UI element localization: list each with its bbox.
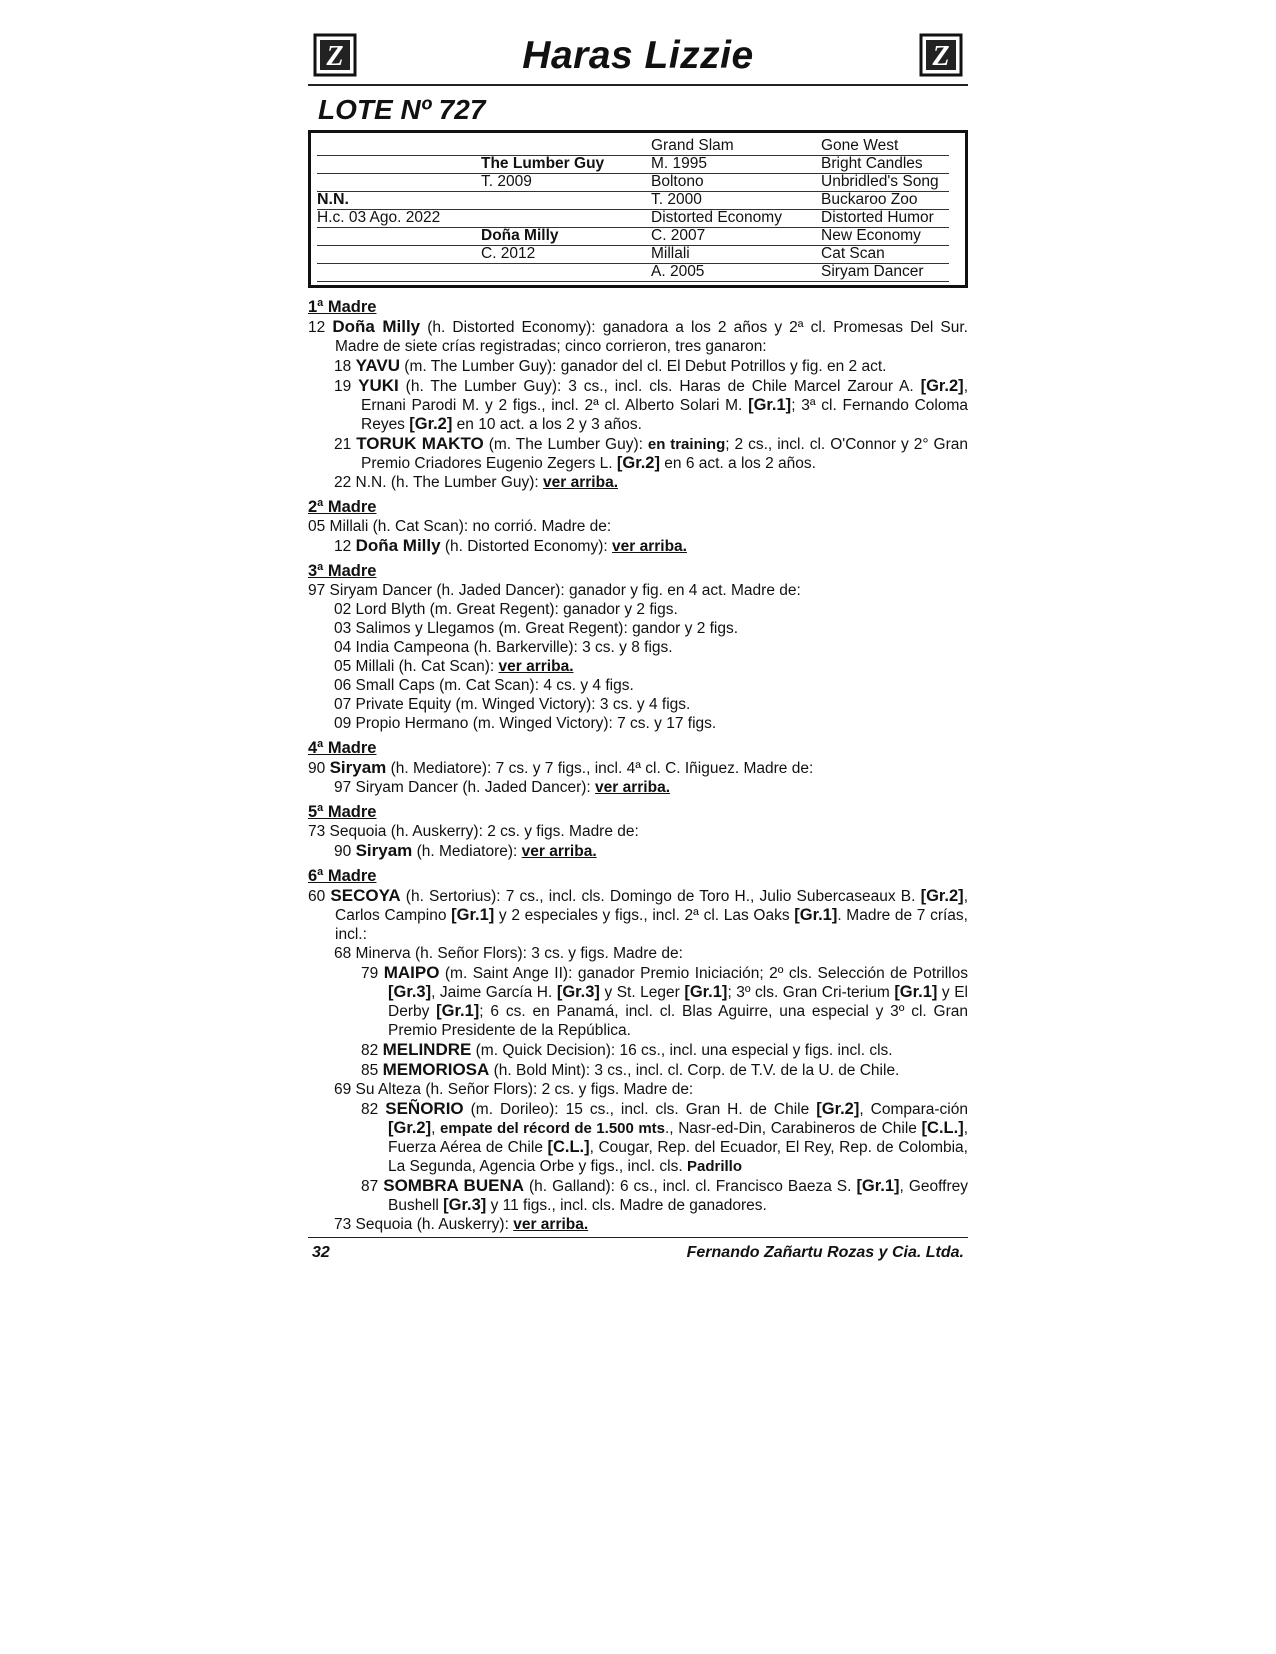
entry-text: 05 Millali (h. Cat Scan): <box>334 658 499 675</box>
pedigree-entry <box>308 1040 968 1060</box>
race-grade: [C.L.] <box>921 1119 964 1137</box>
entry-text: 03 Salimos y Llegamos (m. Great Regent): gandor y 2 figs. <box>334 620 739 637</box>
entry-text: 69 Su Alteza (h. Señor Flors): 2 cs. y figs. Madre de: <box>334 1081 694 1098</box>
pedigree-entry <box>308 1176 968 1215</box>
catalog-page <box>308 26 968 1234</box>
pedigree-cell: Gone West <box>821 137 899 154</box>
entry-text: (h. Mediatore): 7 cs. y 7 figs., incl. 4ª cl. C. Iñiguez. Madre de: <box>386 760 814 777</box>
pedigree-entry <box>308 963 968 1040</box>
pedigree-entry <box>308 619 968 638</box>
horse-name: SEÑORIO <box>385 1099 464 1118</box>
entry-text: en 6 act. a los 2 años. <box>659 455 816 472</box>
entry-text: 79 <box>361 965 384 982</box>
entry-text: 60 <box>308 888 331 905</box>
pedigree-row <box>317 137 949 156</box>
entry-text: 82 <box>361 1101 386 1118</box>
entry-text: ., Nasr-ed-Din, Carabineros de Chile <box>665 1120 922 1137</box>
pedigree-entry <box>308 638 968 657</box>
entry-text: , Carlos Campino <box>335 888 968 924</box>
horse-name: MELINDRE <box>382 1040 472 1059</box>
entry-text: 02 Lord Blyth (m. Great Regent): ganador y 2 figs. <box>334 601 678 618</box>
horse-name: Siryam <box>355 841 413 860</box>
horse-name: MAIPO <box>383 963 440 982</box>
race-grade: [Gr.2] <box>816 1100 860 1118</box>
entry-text: 18 <box>334 358 356 375</box>
pedigree-cell: New Economy <box>821 227 921 244</box>
pedigree-cell: Distorted Economy <box>651 209 782 226</box>
pedigree-cell: T. 2000 <box>651 191 702 208</box>
entry-text: 73 Sequoia (h. Auskerry): 2 cs. y figs. Madre de: <box>308 823 639 840</box>
pedigree-row <box>317 191 949 210</box>
entry-text: 87 <box>361 1178 384 1195</box>
entry-text: 12 <box>334 538 356 555</box>
page-number: 32 <box>312 1244 330 1261</box>
race-grade: [Gr.1] <box>684 983 728 1001</box>
entry-text: . Madre de 7 crías, incl.: <box>335 907 968 943</box>
race-grade: [Gr.1] <box>451 906 495 924</box>
horse-name: SECOYA <box>330 886 401 905</box>
race-grade: [Gr.1] <box>436 1002 480 1020</box>
entry-text: , Compara-ción <box>859 1101 968 1118</box>
entry-text: (h. The Lumber Guy): 3 cs., incl. cls. Haras de Chile Marcel Zarour A. <box>398 378 921 395</box>
emphasis-text: empate del récord de 1.500 mts <box>440 1120 665 1137</box>
page-header <box>308 26 968 86</box>
entry-text: y 2 especiales y figs., incl. 2ª cl. Las Oaks <box>494 907 795 924</box>
pedigree-cell: C. 2012 <box>481 245 536 262</box>
horse-name: Doña Milly <box>332 317 421 336</box>
entry-text: y El Derby <box>388 984 968 1020</box>
pedigree-cell: The Lumber Guy <box>481 155 605 172</box>
entry-text: 12 <box>308 319 333 336</box>
see-above-reference: ver arriba. <box>612 538 687 555</box>
entry-text: 73 Sequoia (h. Auskerry): <box>334 1216 514 1233</box>
female-line-content <box>308 298 968 1234</box>
pedigree-entry <box>308 600 968 619</box>
entry-text: (h. Distorted Economy): ganadora a los 2 años y 2ª cl. Promesas Del Sur. Madre de siete crías registradas; cinco corrieron, tres ganaron: <box>335 319 968 355</box>
pedigree-cell: C. 2007 <box>651 227 706 244</box>
horse-name: YAVU <box>355 356 400 375</box>
entry-text: y St. Leger <box>599 984 685 1001</box>
entry-text: , Geoffrey Bushell <box>388 1178 969 1214</box>
entry-text: 22 N.N. (h. The Lumber Guy): <box>334 474 544 491</box>
see-above-reference: ver arriba. <box>595 779 670 796</box>
see-above-reference: ver arriba. <box>498 658 574 675</box>
lot-number: LOTE Nº 727 <box>318 94 486 125</box>
entry-text: (m. Quick Decision): 16 cs., incl. una especial y figs. incl. cls. <box>471 1042 893 1059</box>
entry-text: (h. Distorted Economy): <box>440 538 612 555</box>
race-grade: [Gr.1] <box>794 906 838 924</box>
entry-text: , Jaime García H. <box>431 984 557 1001</box>
entry-text: ; 6 cs. en Panamá, incl. cl. Blas Aguirre, una especial y 3º cl. Gran Premio Presidente de la República. <box>388 1003 969 1039</box>
entry-text: (h. Galland): 6 cs., incl. cl. Francisco Baeza S. <box>524 1178 857 1195</box>
entry-text: , Fuerza Aérea de Chile <box>388 1120 968 1156</box>
see-above-reference: ver arriba. <box>513 1216 589 1233</box>
pedigree-row <box>317 173 949 192</box>
pedigree-entry <box>308 822 968 841</box>
entry-text: (m. The Lumber Guy): ganador del cl. El Debut Potrillos y fig. en 2 act. <box>399 358 887 375</box>
race-grade: [Gr.2] <box>409 415 453 433</box>
page-footer <box>308 1237 968 1264</box>
entry-text: 90 <box>308 760 330 777</box>
horse-name: YUKI <box>358 376 399 395</box>
entry-text: 21 <box>334 436 357 453</box>
race-grade: [Gr.2] <box>616 454 660 472</box>
company-name: Fernando Zañartu Rozas y Cia. Ltda. <box>686 1244 964 1261</box>
pedigree-cell: Millali <box>651 245 690 262</box>
pedigree-entry <box>308 778 968 797</box>
race-grade: [Gr.3] <box>388 983 432 1001</box>
section-title: 4ª Madre <box>308 739 377 757</box>
pedigree-row <box>317 209 949 228</box>
entry-text: (m. Dorileo): 15 cs., incl. cls. Gran H. de Chile <box>463 1101 817 1118</box>
pedigree-table <box>308 130 968 288</box>
pedigree-cell: Siryam Dancer <box>821 263 924 280</box>
entry-text: ; 3º cls. Gran Cri-terium <box>727 984 895 1001</box>
pedigree-entry <box>308 714 968 733</box>
entry-text: (m. The Lumber Guy): <box>483 436 648 453</box>
entry-text: y 11 figs., incl. cls. Madre de ganadores. <box>486 1197 767 1214</box>
entry-text: , Cougar, Rep. del Ecuador, El Rey, Rep. de Colombia, La Segunda, Agencia Orbe y figs., incl. cls. <box>388 1139 968 1175</box>
entry-text: (h. Sertorius): 7 cs., incl. cls. Domingo de Toro H., Julio Subercaseaux B. <box>400 888 921 905</box>
pedigree-cell: A. 2005 <box>651 263 705 280</box>
pedigree-entry <box>308 1099 968 1176</box>
pedigree-entry <box>308 473 968 492</box>
pedigree-cell: Buckaroo Zoo <box>821 191 918 208</box>
entry-text: , Ernani Parodi M. y 2 figs., incl. 2ª cl. Alberto Solari M. <box>361 378 968 414</box>
entry-text: (h. Bold Mint): 3 cs., incl. cl. Corp. de T.V. de la U. de Chile. <box>489 1062 900 1079</box>
pedigree-entry <box>308 434 968 473</box>
pedigree-entry <box>308 676 968 695</box>
race-grade: [Gr.1] <box>748 396 792 414</box>
race-grade: [Gr.2] <box>388 1119 432 1137</box>
race-grade: [Gr.1] <box>894 983 938 1001</box>
entry-text: 09 Propio Hermano (m. Winged Victory): 7 cs. y 17 figs. <box>334 715 717 732</box>
entry-text: , <box>431 1120 441 1137</box>
race-grade: [Gr.3] <box>556 983 600 1001</box>
horse-name: MEMORIOSA <box>382 1060 490 1079</box>
pedigree-row <box>317 245 949 264</box>
page-title: Haras Lizzie <box>522 34 754 77</box>
pedigree-entry <box>308 695 968 714</box>
race-grade: [Gr.2] <box>920 887 964 905</box>
pedigree-cell: N.N. <box>317 191 349 208</box>
pedigree-row <box>317 227 949 246</box>
race-grade: [Gr.2] <box>920 377 964 395</box>
pedigree-cell: Cat Scan <box>821 245 885 262</box>
zanartu-logo-right <box>918 32 964 78</box>
entry-text: ; 3ª cl. Fernando Coloma Reyes <box>361 397 968 433</box>
horse-name: Siryam <box>329 758 387 777</box>
pedigree-cell: Distorted Humor <box>821 209 934 226</box>
pedigree-entry <box>308 581 968 600</box>
entry-text: ; 2 cs., incl. cl. O'Connor y 2° Gran Premio Criadores Eugenio Zegers L. <box>361 436 968 472</box>
pedigree-entry <box>308 317 968 356</box>
pedigree-cell: Unbridled's Song <box>821 173 939 190</box>
pedigree-cell: Boltono <box>651 173 704 190</box>
pedigree-entry <box>308 1060 968 1080</box>
race-grade: [Gr.3] <box>443 1196 487 1214</box>
entry-text: 07 Private Equity (m. Winged Victory): 3 cs. y 4 figs. <box>334 696 691 713</box>
pedigree-row <box>317 263 949 282</box>
entry-text: 97 Siryam Dancer (h. Jaded Dancer): ganador y fig. en 4 act. Madre de: <box>308 582 801 599</box>
pedigree-entry <box>308 517 968 536</box>
entry-text: (m. Saint Ange II): ganador Premio Iniciación; 2º cls. Selección de Potrillos <box>439 965 968 982</box>
section-title: 3ª Madre <box>308 562 377 580</box>
entry-text: 97 Siryam Dancer (h. Jaded Dancer): <box>334 779 596 796</box>
section-title: 2ª Madre <box>308 498 377 516</box>
pedigree-entry <box>308 886 968 944</box>
entry-text: en 10 act. a los 2 y 3 años. <box>452 416 642 433</box>
pedigree-entry <box>308 1080 968 1099</box>
pedigree-entry <box>308 376 968 434</box>
pedigree-entry <box>308 841 968 861</box>
pedigree-cell: Grand Slam <box>651 137 734 154</box>
section-title: 5ª Madre <box>308 803 377 821</box>
pedigree-cell: Doña Milly <box>481 227 559 244</box>
entry-text: 82 <box>361 1042 383 1059</box>
horse-name: SOMBRA BUENA <box>383 1176 525 1195</box>
race-grade: [Gr.1] <box>856 1177 900 1195</box>
pedigree-entry <box>308 657 968 676</box>
horse-name: TORUK MAKTO <box>356 434 484 453</box>
section-title: 1ª Madre <box>308 298 377 316</box>
entry-text: (h. Mediatore): <box>412 843 522 860</box>
entry-text: 19 <box>334 378 359 395</box>
logo-letter: Z <box>932 41 950 72</box>
entry-text: 68 Minerva (h. Señor Flors): 3 cs. y figs. Madre de: <box>334 945 683 962</box>
logo-letter: Z <box>326 41 344 72</box>
entry-text: 85 <box>361 1062 383 1079</box>
pedigree-entry <box>308 356 968 376</box>
pedigree-cell: Bright Candles <box>821 155 923 172</box>
pedigree-cell: H.c. 03 Ago. 2022 <box>317 209 441 226</box>
pedigree-cell: T. 2009 <box>481 173 532 190</box>
pedigree-row <box>317 155 949 174</box>
horse-name: Doña Milly <box>355 536 441 555</box>
pedigree-cell: M. 1995 <box>651 155 708 172</box>
emphasis-text: en training <box>647 436 726 453</box>
pedigree-entry <box>308 758 968 778</box>
pedigree-entry <box>308 536 968 556</box>
pedigree-entry <box>308 1215 968 1234</box>
see-above-reference: ver arriba. <box>521 843 597 860</box>
pedigree-entry <box>308 944 968 963</box>
entry-text: 05 Millali (h. Cat Scan): no corrió. Madre de: <box>308 518 612 535</box>
entry-text: 04 India Campeona (h. Barkerville): 3 cs. y 8 figs. <box>334 639 673 656</box>
race-grade: [C.L.] <box>547 1138 590 1156</box>
entry-text: 06 Small Caps (m. Cat Scan): 4 cs. y 4 figs. <box>334 677 634 694</box>
see-above-reference: ver arriba. <box>543 474 619 491</box>
entry-text: 90 <box>334 843 356 860</box>
section-title: 6ª Madre <box>308 867 377 885</box>
emphasis-text: Padrillo <box>686 1158 742 1175</box>
